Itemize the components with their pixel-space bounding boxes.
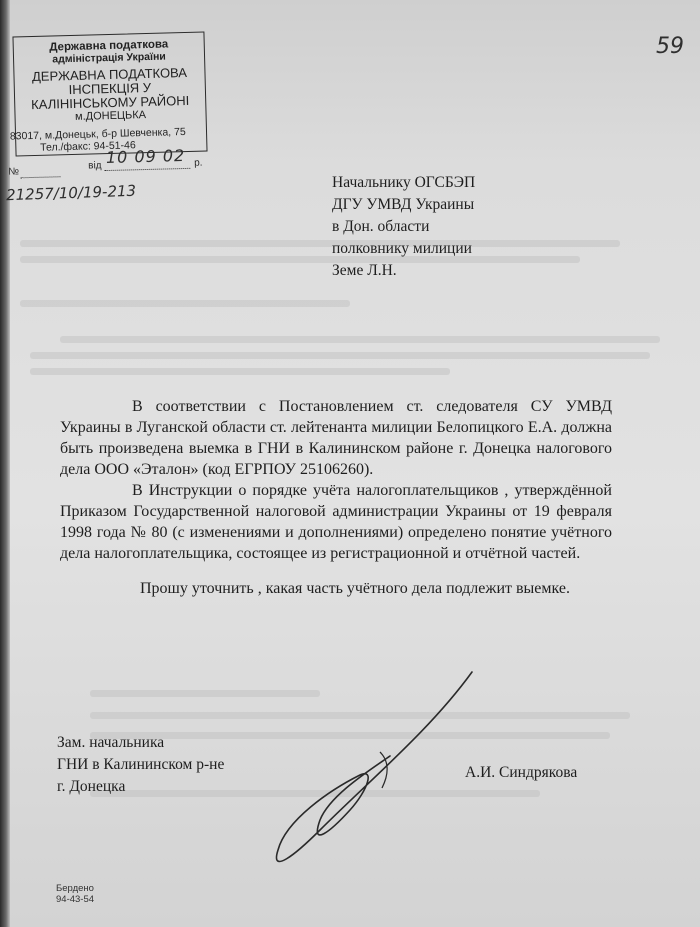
addressee-line: в Дон. области [332, 218, 430, 235]
executor-footer [56, 883, 94, 905]
stamp-line: КАЛІНІНСЬКОМУ РАЙОНІ [30, 92, 190, 113]
date-underline [104, 168, 190, 171]
date-suffix: р. [194, 157, 203, 169]
bleed-through-line [30, 368, 450, 375]
handwritten-date: 10 09 02 [105, 145, 186, 168]
addressee-block [332, 172, 475, 282]
addressee-line: Земе Л.Н. [332, 262, 397, 279]
body-paragraph: Прошу уточнить , какая часть учётного дела подлежит выемке. [140, 580, 571, 597]
executor-name: Бердено [56, 883, 94, 894]
stamp-line: ІНСПЕКЦІЯ У [68, 79, 152, 98]
stamp-line: м.ДОНЕЦЬКА [74, 109, 147, 123]
number-underline [20, 176, 60, 178]
handwritten-page-number: 59 [656, 34, 684, 59]
bleed-through-line [20, 256, 580, 263]
stamp-address-line: 83017, м.Донецьк, б-р Шевченка, 75 [9, 125, 186, 143]
handwritten-registration-number: 21257/10/19-213 [5, 181, 137, 205]
handwritten-signature [250, 660, 490, 880]
addressee-line: полковнику милиции [332, 240, 472, 257]
bleed-through-line [30, 352, 650, 359]
bleed-through-line [20, 240, 620, 247]
bleed-through-line [60, 336, 660, 343]
bleed-through-line [20, 300, 350, 307]
stamp-line: Державна податкова [49, 38, 169, 54]
stamp-phone: Тел./факс: 94-51-46 [40, 139, 136, 154]
stamp-line: адміністрація України [52, 50, 166, 66]
signatory-name: А.И. Синдрякова [465, 764, 578, 781]
signatory-line: ГНИ в Калининском р-не [57, 756, 225, 773]
addressee-line: Начальнику ОГСБЭП [332, 174, 476, 191]
body-paragraph: В соответствии с Постановлением ст. следователя СУ УМВД Украины в Луганской области ст. лейтенанта милиции Белопицкого Е.А. должна быть произведена выемка в ГНИ в Калининском районе г. Донецка налогового дела ООО «Эталон» (код ЕГРПОУ 25106260). [60, 398, 612, 478]
executor-phone: 94-43-54 [56, 894, 95, 905]
signatory-title [57, 732, 224, 798]
letter-body [60, 396, 612, 599]
date-prefix: від [88, 160, 102, 172]
signatory-line: г. Донецка [57, 778, 126, 795]
stamp-line: ДЕРЖАВНА ПОДАТКОВА [31, 64, 188, 85]
number-label: № [8, 166, 20, 178]
addressee-line: ДГУ УМВД Украины [332, 196, 475, 213]
signatory-line: Зам. начальника [57, 734, 165, 751]
body-paragraph: В Инструкции о порядке учёта налогоплательщиков , утверждённой Приказом Государственной налоговой администрации Украины от 19 февраля 1998 года № 80 (с изменениями и дополнениями) определено понятие учётного дела налогоплательщика, состоящее из регистрационной и отчётной частей. [60, 482, 612, 562]
